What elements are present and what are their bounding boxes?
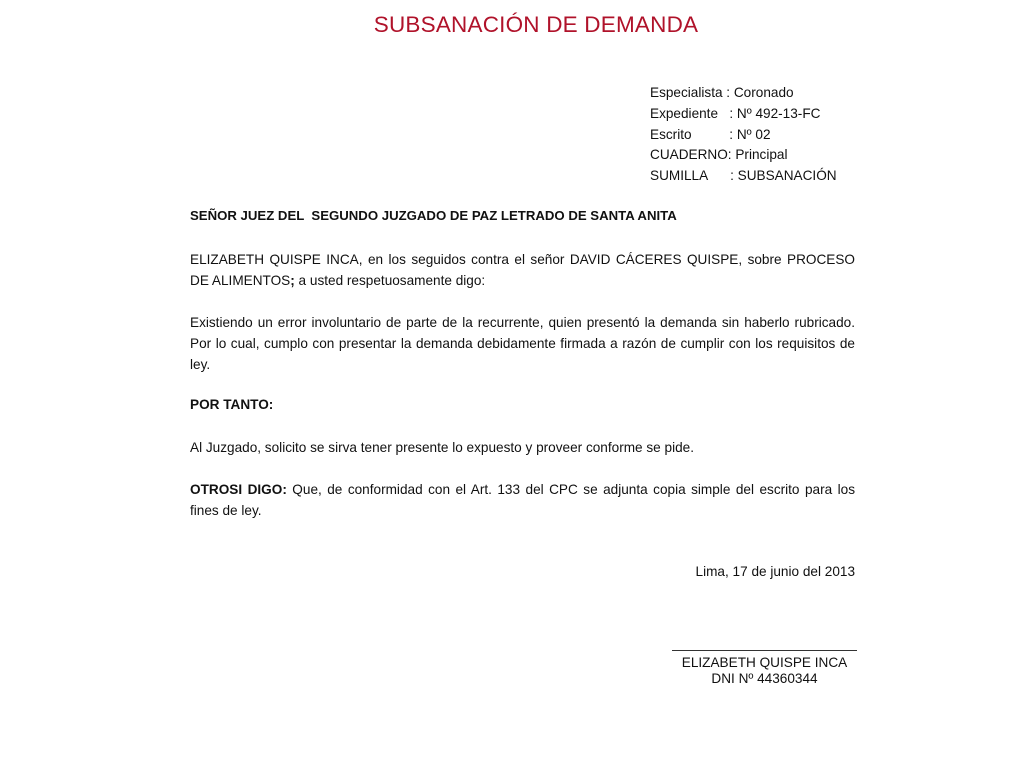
- header-specialist: Especialista : Coronado: [650, 85, 794, 100]
- header-filing: Escrito : Nº 02: [650, 126, 771, 142]
- intro-closing: a usted respetuosamente digo:: [294, 273, 486, 288]
- otrosi-label: OTROSI DIGO:: [190, 482, 287, 497]
- addressee: SEÑOR JUEZ DEL SEGUNDO JUZGADO DE PAZ LETRADO DE SANTA ANITA: [190, 208, 677, 223]
- otrosi-paragraph: [190, 479, 855, 521]
- date-line: Lima, 17 de junio del 2013: [695, 564, 855, 579]
- por-tanto-heading: POR TANTO:: [190, 397, 274, 412]
- body-paragraph: Existiendo un error involuntario de parte de la recurrente, quien presentó la demanda sin haberlo rubricado. Por lo cual, cumplo con presentar la demanda debidamente firmada a razón de cumplir con los requisitos de ley.: [190, 315, 855, 372]
- signature-line: [672, 650, 857, 651]
- signature-name: ELIZABETH QUISPE INCA: [681, 655, 848, 670]
- signature-block: [672, 650, 857, 687]
- header-notebook: CUADERNO: Principal: [650, 147, 788, 163]
- request-paragraph: Al Juzgado, solicito se sirva tener presente lo expuesto y proveer conforme se pide.: [190, 440, 694, 455]
- intro-paragraph: [190, 249, 855, 291]
- otrosi-text: Que, de conformidad con el Art. 133 del CPC se adjunta copia simple del escrito para los fines de ley.: [190, 482, 856, 518]
- header-summary: SUMILLA : SUBSANACIÓN: [650, 168, 837, 184]
- intro-semicolon: ;: [290, 273, 295, 288]
- document-title: SUBSANACIÓN DE DEMANDA: [373, 12, 699, 37]
- intro-text: ELIZABETH QUISPE INCA, en los seguidos contra el señor DAVID CÁCERES QUISPE, sobre PROCESO DE ALIMENTOS: [190, 252, 855, 288]
- header-case-file: Expediente : Nº 492-13-FC: [650, 105, 821, 121]
- case-header: [650, 83, 837, 187]
- signature-dni: DNI Nº 44360344: [711, 671, 818, 686]
